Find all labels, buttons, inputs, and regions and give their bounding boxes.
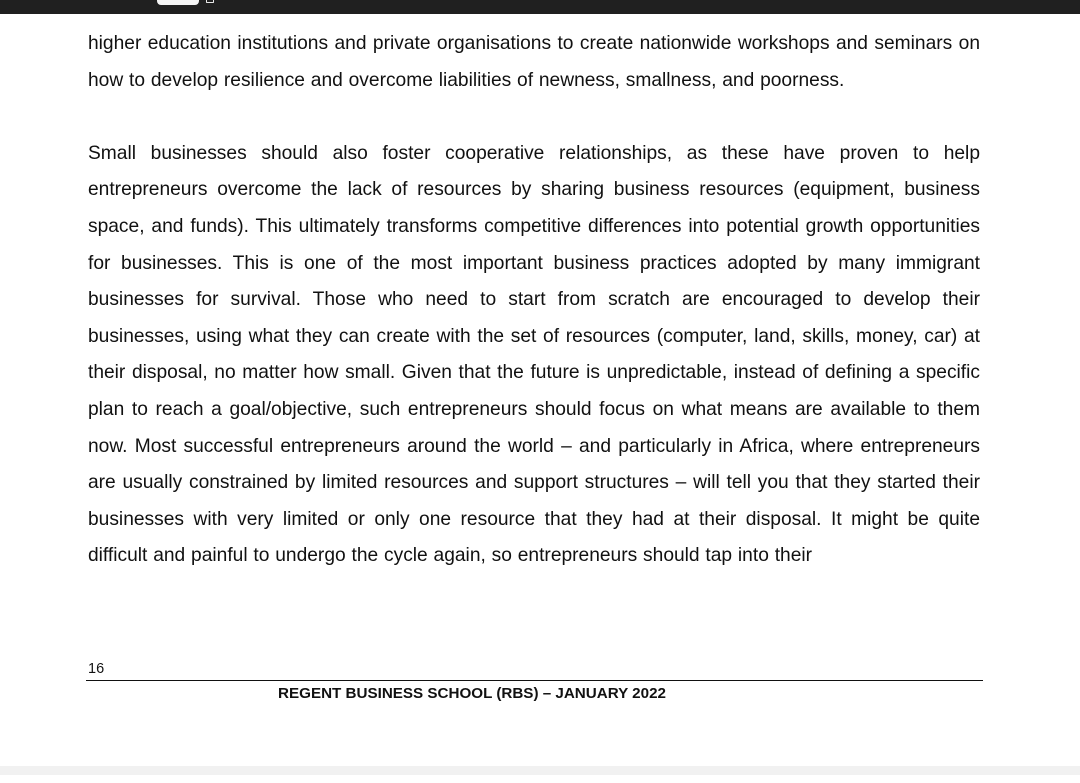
document-page-body — [88, 26, 980, 575]
paragraph: higher education institutions and private organisations to create nationwide workshops and seminars on how to develop resilience and overcome liabilities of newness, smallness, and poorness. — [88, 33, 980, 91]
toolbar-button[interactable] — [157, 0, 199, 5]
page-number: 16 — [88, 661, 105, 677]
paragraph: Small businesses should also foster cooperative relationships, as these have proven to help entrepreneurs overcome the lack of resources by sharing business resources (equipment, business space, and funds). This ultimately transforms competitive differences into potential growth opportunities for businesses. This is one of the most important business practices adopted by many immigrant businesses for survival. Those who need to start from scratch are encouraged to develop their businesses, using what they can create with the set of resources (computer, land, skills, money, car) at their disposal, no matter how small. Given that the future is unpredictable, instead of defining a specific plan to reach a goal/objective, such entrepreneurs should focus on what means are available to them now. Most successful entrepreneurs around the world – and particularly in Africa, where entrepreneurs are usually constrained by limited resources and support structures – will tell you that they started their businesses with very limited or only one resource that they had at their disposal. It might be quite difficult and painful to undergo the cycle again, so entrepreneurs should tap into their — [88, 142, 980, 567]
footer-divider — [86, 680, 983, 681]
page-footer — [86, 661, 983, 703]
footer-title: REGENT BUSINESS SCHOOL (RBS) – JANUARY 2022 — [278, 685, 666, 702]
viewer-toolbar — [0, 0, 1080, 14]
bracket-icon[interactable] — [206, 0, 214, 3]
page-separator — [0, 766, 1080, 775]
